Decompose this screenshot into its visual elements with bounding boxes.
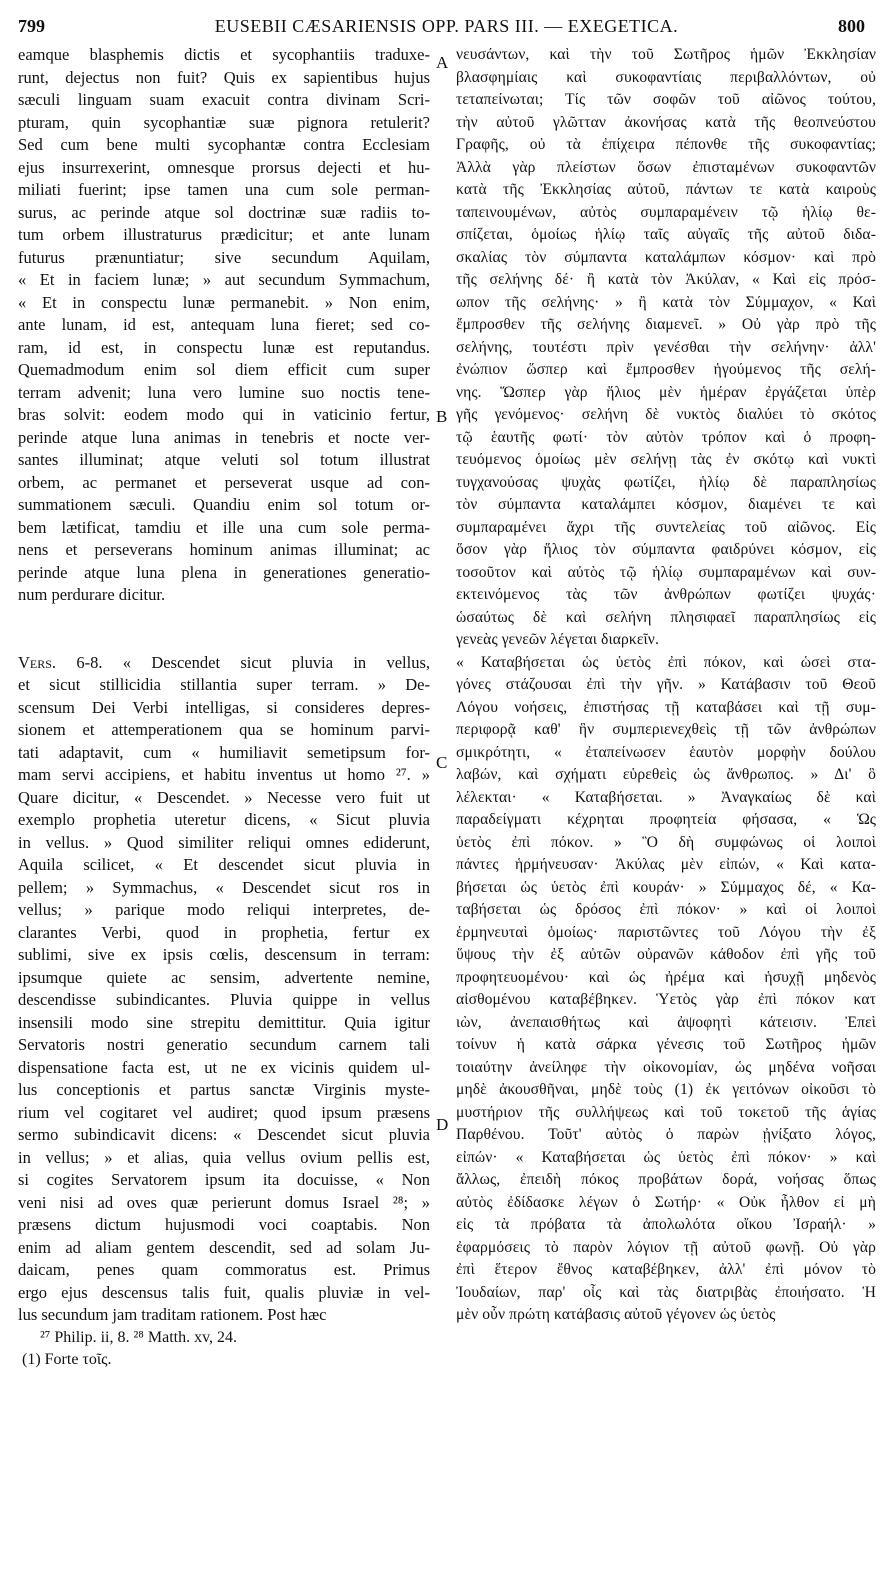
greek-text-line: σπίζεται, ὁμοίως ἡλίῳ ταῖς αὐγαῖς τῆς αὐτοῦ διδα- <box>456 226 876 243</box>
greek-text-line: τὸν σύμπαντα καταλάμπει κόσμον, διαμένει τε καὶ <box>456 496 876 513</box>
greek-text-line: τῆς σελήνης δέ· ἢ κατὰ τὸν Ἀκύλαν, « Καὶ εἰς πρόσ- <box>456 271 876 288</box>
latin-text-line: pellem; » Symmachus, « Descendet sicut ros in <box>18 877 430 897</box>
greek-text-line: εκτεινόμενος τὰς τῶν ἀνθρώπων φωτίζει ψυχάς· <box>456 586 876 603</box>
latin-text-line: sublimi, sive ex ipsis cœlis, descensum in terram: <box>18 945 430 964</box>
greek-text-line: τεταπείνωται; Τίς τῶν σοφῶν τοῦ αἰῶνος τούτου, <box>456 91 876 108</box>
greek-text-line: νης. Ὥσπερ γὰρ ἥλιος μὲν ἡμέραν ἐργάζεται ὑπὲρ <box>456 383 876 401</box>
latin-text-line: surus, ac perinde atque sol doctrinæ suæ radiis to- <box>18 202 430 222</box>
greek-text-line: Λόγου νοήσεις, ἐπιστήσας τῇ καταβάσει καὶ τῇ συμ- <box>456 698 876 716</box>
greek-text-line: ὕψους τὴν ἐξ αὐτῶν οὐρανῶν κάθοδον ἐπὶ γῆς τοῦ <box>456 946 876 963</box>
latin-text-line: mam servi accipiens, et habitu inventus ut homo ²⁷. » <box>18 765 430 784</box>
greek-text-line: κατὰ τῆς Ἐκκλησίας αὐτοῦ, πάντων τε κατὰ καιροὺς <box>456 181 876 198</box>
latin-text-line: in vellus; » et alias, quia vellus ovium pellis est, <box>18 1147 430 1167</box>
running-title: EUSEBII CÆSARIENSIS OPP. PARS III. — EXEGETICA. <box>214 16 679 36</box>
latin-text-line: in vellus. » Quod similiter reliqui omnes ediderunt, <box>18 832 430 852</box>
latin-text-line: descendisse subindicantes. Pluvia quippe in vellus <box>18 990 430 1009</box>
latin-text-line: nens et perseverans hominum animas illuminat; ac <box>18 540 430 559</box>
greek-text-line: ὡσαύτως δὲ καὶ σελήνη πλησιφαεῖ παραπλησίως εἰς <box>456 608 876 626</box>
greek-text-line: βλασφημίαις καὶ συκοφαντίαις περιβαλλόντων, οὐ <box>456 68 876 86</box>
margin-marker-b: B <box>436 407 448 426</box>
greek-text-line: σελήνης, τουτέστι πρὶν γενέσθαι τὴν σελήνην· ἀλλ' <box>456 338 876 356</box>
latin-text-line: sermo subindicavit dicens: « Descendet sicut pluvia <box>18 1125 430 1144</box>
verse-lemma: « Descendet sicut pluvia in vellus, <box>122 652 430 672</box>
greek-text-line: προφητευομένου· καὶ ὡς ἠρέμα καὶ ἡσυχῇ μηδενὸς <box>456 968 876 986</box>
greek-text-line: λαβών, καὶ σχήματι εὑρεθεὶς ὡς ἄνθρωπος. » Δι' ὃ <box>456 766 876 783</box>
latin-text-line: enim ad aliam gentem descendit, sed ad solam Ju- <box>18 1237 430 1257</box>
greek-text-line: μὲν οὖν πρώτη κατάβασις αὐτοῦ γέγονεν ὡς ὑετὸς <box>456 1306 776 1323</box>
latin-text-line: bras solvit: eodem modo qui in vaticinio fertur, <box>18 405 430 424</box>
latin-text-line: summationem sæculi. Quandiu enim sol totum or- <box>18 495 430 514</box>
latin-text-line: ejus insurrexerint, omnesque prorsus dejecti et hu- <box>18 157 430 177</box>
latin-text-line: sæculi linguam suam exacuit contra divinam Scri- <box>18 90 430 109</box>
greek-text-line: τοίνυν ἡ κατὰ σάρκα γένεσις τοῦ Σωτῆρος ἡμῶν <box>456 1036 876 1053</box>
margin-marker-c: C <box>436 753 448 772</box>
greek-text-line: γῆς γενόμενος· σελήνη δὲ νυκτὸς διαλύει τὸ σκότος <box>456 406 876 423</box>
latin-text-line: Aquila scilicet, « Et descendet sicut pluvia in <box>18 855 430 874</box>
greek-column <box>456 44 876 1327</box>
greek-text-line: τευόμενος ὁμοίως μὲν σελήνῃ τὰς ἐν σκότῳ καὶ νυκτὶ <box>456 451 876 468</box>
margin-marker-d: D <box>436 1115 449 1134</box>
latin-text-line: miliati fuerint; ipse tamen una cum sole perman- <box>18 180 430 199</box>
latin-text-line: daicam, penes quam commoratus est. Primus <box>18 1260 430 1279</box>
greek-text-line: ἐνώπιον ὥσπερ καὶ ἔμπροσθεν ἡγούμενος τῆς σελή- <box>456 361 876 378</box>
greek-text-line: « Καταβήσεται ὡς ὑετὸς ἐπὶ πόκον, καὶ ὡσεὶ στα- <box>456 653 876 671</box>
greek-text-line: μηδὲ ἀκουσθῆναι, μηδὲ τοὺς (1) ἐκ γειτόνων οἰκοῦσι τὸ <box>456 1081 876 1098</box>
greek-text-line: αὐτὸς ἐδίδασκε λέγων ὁ Σωτήρ· « Οὐκ ἦλθον εἰ μὴ <box>456 1193 876 1211</box>
latin-text-line: veni nisi ad oves quæ perierunt domus Israel ²⁸; » <box>18 1192 430 1212</box>
latin-text-line: rium vel cogitaret vel audiret; quod ipsum præsens <box>18 1102 430 1122</box>
latin-text-line: « Et in conspectu lunæ permanebit. » Non enim, <box>18 292 430 312</box>
greek-text-line: συμπαραμένει ἄχρι τῆς συντελείας τοῦ αἰῶνος. Εἰς <box>456 518 876 536</box>
latin-text-line: « Et in faciem lunæ; » aut secundum Symmachum, <box>18 270 430 289</box>
latin-text-line: ante lunam, id est, antequam luna fieret; sed co- <box>18 315 430 334</box>
latin-text-line: Quemadmodum enim sol diem efficit cum super <box>18 360 430 379</box>
latin-text-line: terram advenit; luna vero lumine suo noctis tene- <box>18 382 430 402</box>
greek-text-line: ἐπὶ ἕτερον ἔθνος καταβέβηκεν, ἀλλ' ἐπὶ μόνον τὸ <box>456 1261 876 1278</box>
latin-text-line: perinde atque luna plena in generationes generatio- <box>18 562 430 582</box>
latin-text-line: vellus; » parique modo reliqui interpretes, de- <box>18 900 430 919</box>
latin-text-line: præsens dictum hujusmodi voci coaptabis. Non <box>18 1215 430 1234</box>
greek-text-line: σκαλίας τὸν σύμπαντα καταλάμπων κόσμον· καὶ πρὸ <box>456 248 876 266</box>
latin-text-line: ipsumque quiete ac sensim, advertente nemine, <box>18 967 430 987</box>
greek-text-line: παραδείγματι κέχρηται προφητεία φήσασα, « Ὡς <box>456 811 876 828</box>
latin-text-line: Sed cum bene multi sycophantæ contra Ecclesiam <box>18 135 430 154</box>
latin-text-line: scensum Dei Verbi intelligas, si consideres depres- <box>18 697 430 717</box>
footnote: ²⁷ Philip. ii, 8. ²⁸ Matth. xv, 24. <box>40 1328 238 1346</box>
latin-text-line: tati adaptavit, cum « humiliavit semetipsum for- <box>18 742 430 762</box>
latin-text-line: insensili modo sine strepitu demittitur. Quia igitur <box>18 1012 430 1032</box>
greek-text-line: ὑετὸς ἐπὶ πόκον. » Ὃ δὴ συμφώνως οἱ λοιποὶ <box>456 833 876 851</box>
greek-text-line: τὴν αὐτοῦ γλῶτταν ἀκονήσας κατὰ τῆς θεοπνεύστου <box>456 113 876 131</box>
latin-text-line: futurus prænuntiatur; sive secundum Aquilam, <box>18 247 430 267</box>
greek-text-line: βήσεται ὡς ὑετὸς ἐπὶ κουράν· » Σύμμαχος δέ, « Κα- <box>456 878 876 896</box>
greek-text-line: Ἀλλὰ γὰρ πλείστων ὅσων ἐπισταμένων συκοφαντῶν <box>456 158 876 176</box>
verse-label: Vers. 6-8. <box>18 652 103 672</box>
greek-text-line: λέλεκται· « Καταβήσεται. » Ἀναγκαίως δὲ καὶ <box>456 788 876 806</box>
greek-text-line: Παρθένου. Τοῦτ' αὐτὸς ὁ παρὼν ᾐνίξατο λόγος, <box>456 1126 876 1143</box>
footnote: (1) Forte τοῖς. <box>22 1350 112 1368</box>
latin-text-line: exemplo prophetia uteretur dicens, « Sicut pluvia <box>18 810 430 829</box>
verse-heading-line <box>18 652 430 675</box>
greek-text-line: τοιαύτην ἀνείληφε τὴν οἰκονομίαν, ὡς μηδένα νοῆσαι <box>456 1058 876 1076</box>
greek-text-line: τοσοῦτον καὶ αὐτὸς τῷ ἡλίῳ συμπαραμένων καὶ συν- <box>456 563 876 581</box>
latin-text-line: num perdurare dicitur. <box>18 585 166 604</box>
greek-text-line: περιφορᾷ καθ' ἣν συμπεριενεχθεὶς τῇ τῶν ἀνθρώπων <box>456 721 876 738</box>
greek-text-line: ὅσον γὰρ ἥλιος τὸν σύμπαντα φαιδρύνει κόσμον, εἰς <box>456 541 876 558</box>
greek-text-line: ἄλλως, ἐπειδὴ πόκος προβάτων δορά, νοήσας ὅπως <box>456 1171 876 1188</box>
greek-text-line: σμικρότητι, « ἐταπείνωσεν ἑαυτὸν μορφὴν δούλου <box>456 743 876 761</box>
paragraph-gap <box>18 607 430 652</box>
greek-text-line: ταπεινουμένων, αὐτὸς συμπαραμένειν τῷ ἡλίῳ θε- <box>456 203 876 221</box>
latin-text-line: tum orbem illustraturus prædicitur; et ante lunam <box>18 225 430 244</box>
latin-text-line: perinde atque luna animas in tenebris et nocte ver- <box>18 427 430 447</box>
greek-text-line: τῷ ἑαυτῆς φωτί· τὸν αὐτὸν τρόπον καὶ ὁ προφη- <box>456 428 876 446</box>
latin-text-line: lus conceptionis et partus sanctæ Virginis myste- <box>18 1080 430 1099</box>
greek-text-line: Ἰουδαίων, παρ' οἷς καὶ τὰς διατριβὰς ἐποιήσατο. Ἡ <box>456 1283 876 1301</box>
latin-text-line: orbem, ac permanet et perseverat usque ad con- <box>18 472 430 492</box>
latin-text-line: si cogites Servatorem ipsum ita docuisse, « Non <box>18 1170 430 1189</box>
greek-text-line: ἐφαρμόσεις τὸ παρὸν λόγιον τῇ αὐτοῦ φωνῇ. Οὐ γὰρ <box>456 1238 876 1256</box>
page-number-right: 800 <box>838 16 865 36</box>
greek-text-line: αἰσθομένου καταβέβηκεν. Ὑετὸς γὰρ ἐπὶ πόκον κατ <box>456 991 876 1008</box>
latin-text-line: et sicut stillicidia stillantia super terram. » De- <box>18 675 430 694</box>
greek-text-line: ωπον τῆς σελήνης· » ἢ κατὰ τὸν Σύμμαχον, « Καὶ <box>456 293 876 311</box>
page-number-left: 799 <box>18 16 45 36</box>
greek-text-line: εἰπών· « Καταβήσεται ὡς ὑετὸς ἐπὶ πόκον· » καὶ <box>456 1148 876 1166</box>
latin-text-line: eamque blasphemis dictis et sycophantiis traduxe- <box>18 45 430 64</box>
greek-text-line: νευσάντων, καὶ τὴν τοῦ Σωτῆρος ἡμῶν Ἐκκλησίαν <box>456 46 876 63</box>
latin-text-line: pturam, quin sycophantiæ suæ pignora retulerit? <box>18 112 430 132</box>
greek-text-line: ιὼν, ἀνεπαισθήτως καὶ ἀψοφητὶ κάτεισιν. Ἐπεὶ <box>456 1013 876 1031</box>
latin-text-line: runt, dejectus non fuit? Quis ex sapientibus hujus <box>18 67 430 87</box>
greek-text-line: γενεὰς γενεῶν λέγεται διαρκεῖν. <box>456 631 659 648</box>
latin-text-line: clarantes Verbi, quod in prophetia, fertur ex <box>18 922 430 942</box>
latin-text-line: Servatoris nostri generatio secundum carnem tali <box>18 1035 430 1054</box>
greek-text-line: ἔμπροσθεν τῆς σελήνης διαμενεῖ. » Οὐ γὰρ πρὸ τῆς <box>456 316 876 333</box>
greek-text-line: ταβήσεται ὡς δρόσος ἐπὶ πόκον· » καὶ οἱ λοιποὶ <box>456 901 876 918</box>
greek-text-line: ἑρμηνευταὶ ὁμοίως· παριστῶντες τοῦ Λόγου τὴν ἐξ <box>456 923 876 941</box>
greek-text-line: γόνες στάζουσαι ἐπὶ τὴν γῆν. » Κατάβασιν τοῦ Θεοῦ <box>456 676 876 693</box>
greek-text-line: εἰς τὰ πρόβατα τὰ ἀπολωλότα οἴκου Ἰσραήλ· » <box>456 1216 876 1233</box>
greek-text-line: Γραφῆς, οὐ τὰ ἐπίχειρα πέπονθε τῆς συκοφαντίας; <box>456 136 876 153</box>
latin-text-line: ram, id est, in conspectu lunæ est reputandus. <box>18 337 430 357</box>
greek-text-line: πάντες ἡρμήνευσαν· Ἀκύλας μὲν εἰπών, « Καὶ κατα- <box>456 856 876 873</box>
latin-text-line: bem lætificat, tamdiu et ille una cum sole perma- <box>18 517 430 537</box>
greek-text-line: τυγχανούσας ψυχὰς φωτίζει, ἡλίῳ δὲ παραπλησίως <box>456 473 876 491</box>
latin-column <box>18 44 430 1371</box>
latin-text-line: dispensatione facta est, ut ne ex vicinis quidem ul- <box>18 1057 430 1077</box>
latin-text-line: ergo ejus descensus talis fuit, qualis pluviæ in vel- <box>18 1282 430 1302</box>
latin-text-line: santes illuminat; atque veluti sol totum illustrat <box>18 450 430 469</box>
latin-text-line: sionem et attemperationem qua se hominum parvi- <box>18 720 430 739</box>
margin-marker-a: A <box>436 53 449 72</box>
greek-text-line: μυστήριον τῆς συλλήψεως καὶ τοῦ τοκετοῦ τῆς ἁγίας <box>456 1103 876 1121</box>
latin-text-line: lus secundum jam traditam rationem. Post hæc <box>18 1305 327 1324</box>
running-header <box>14 14 879 40</box>
latin-text-line: Quare dicitur, « Descendet. » Necesse vero fuit ut <box>18 787 430 807</box>
